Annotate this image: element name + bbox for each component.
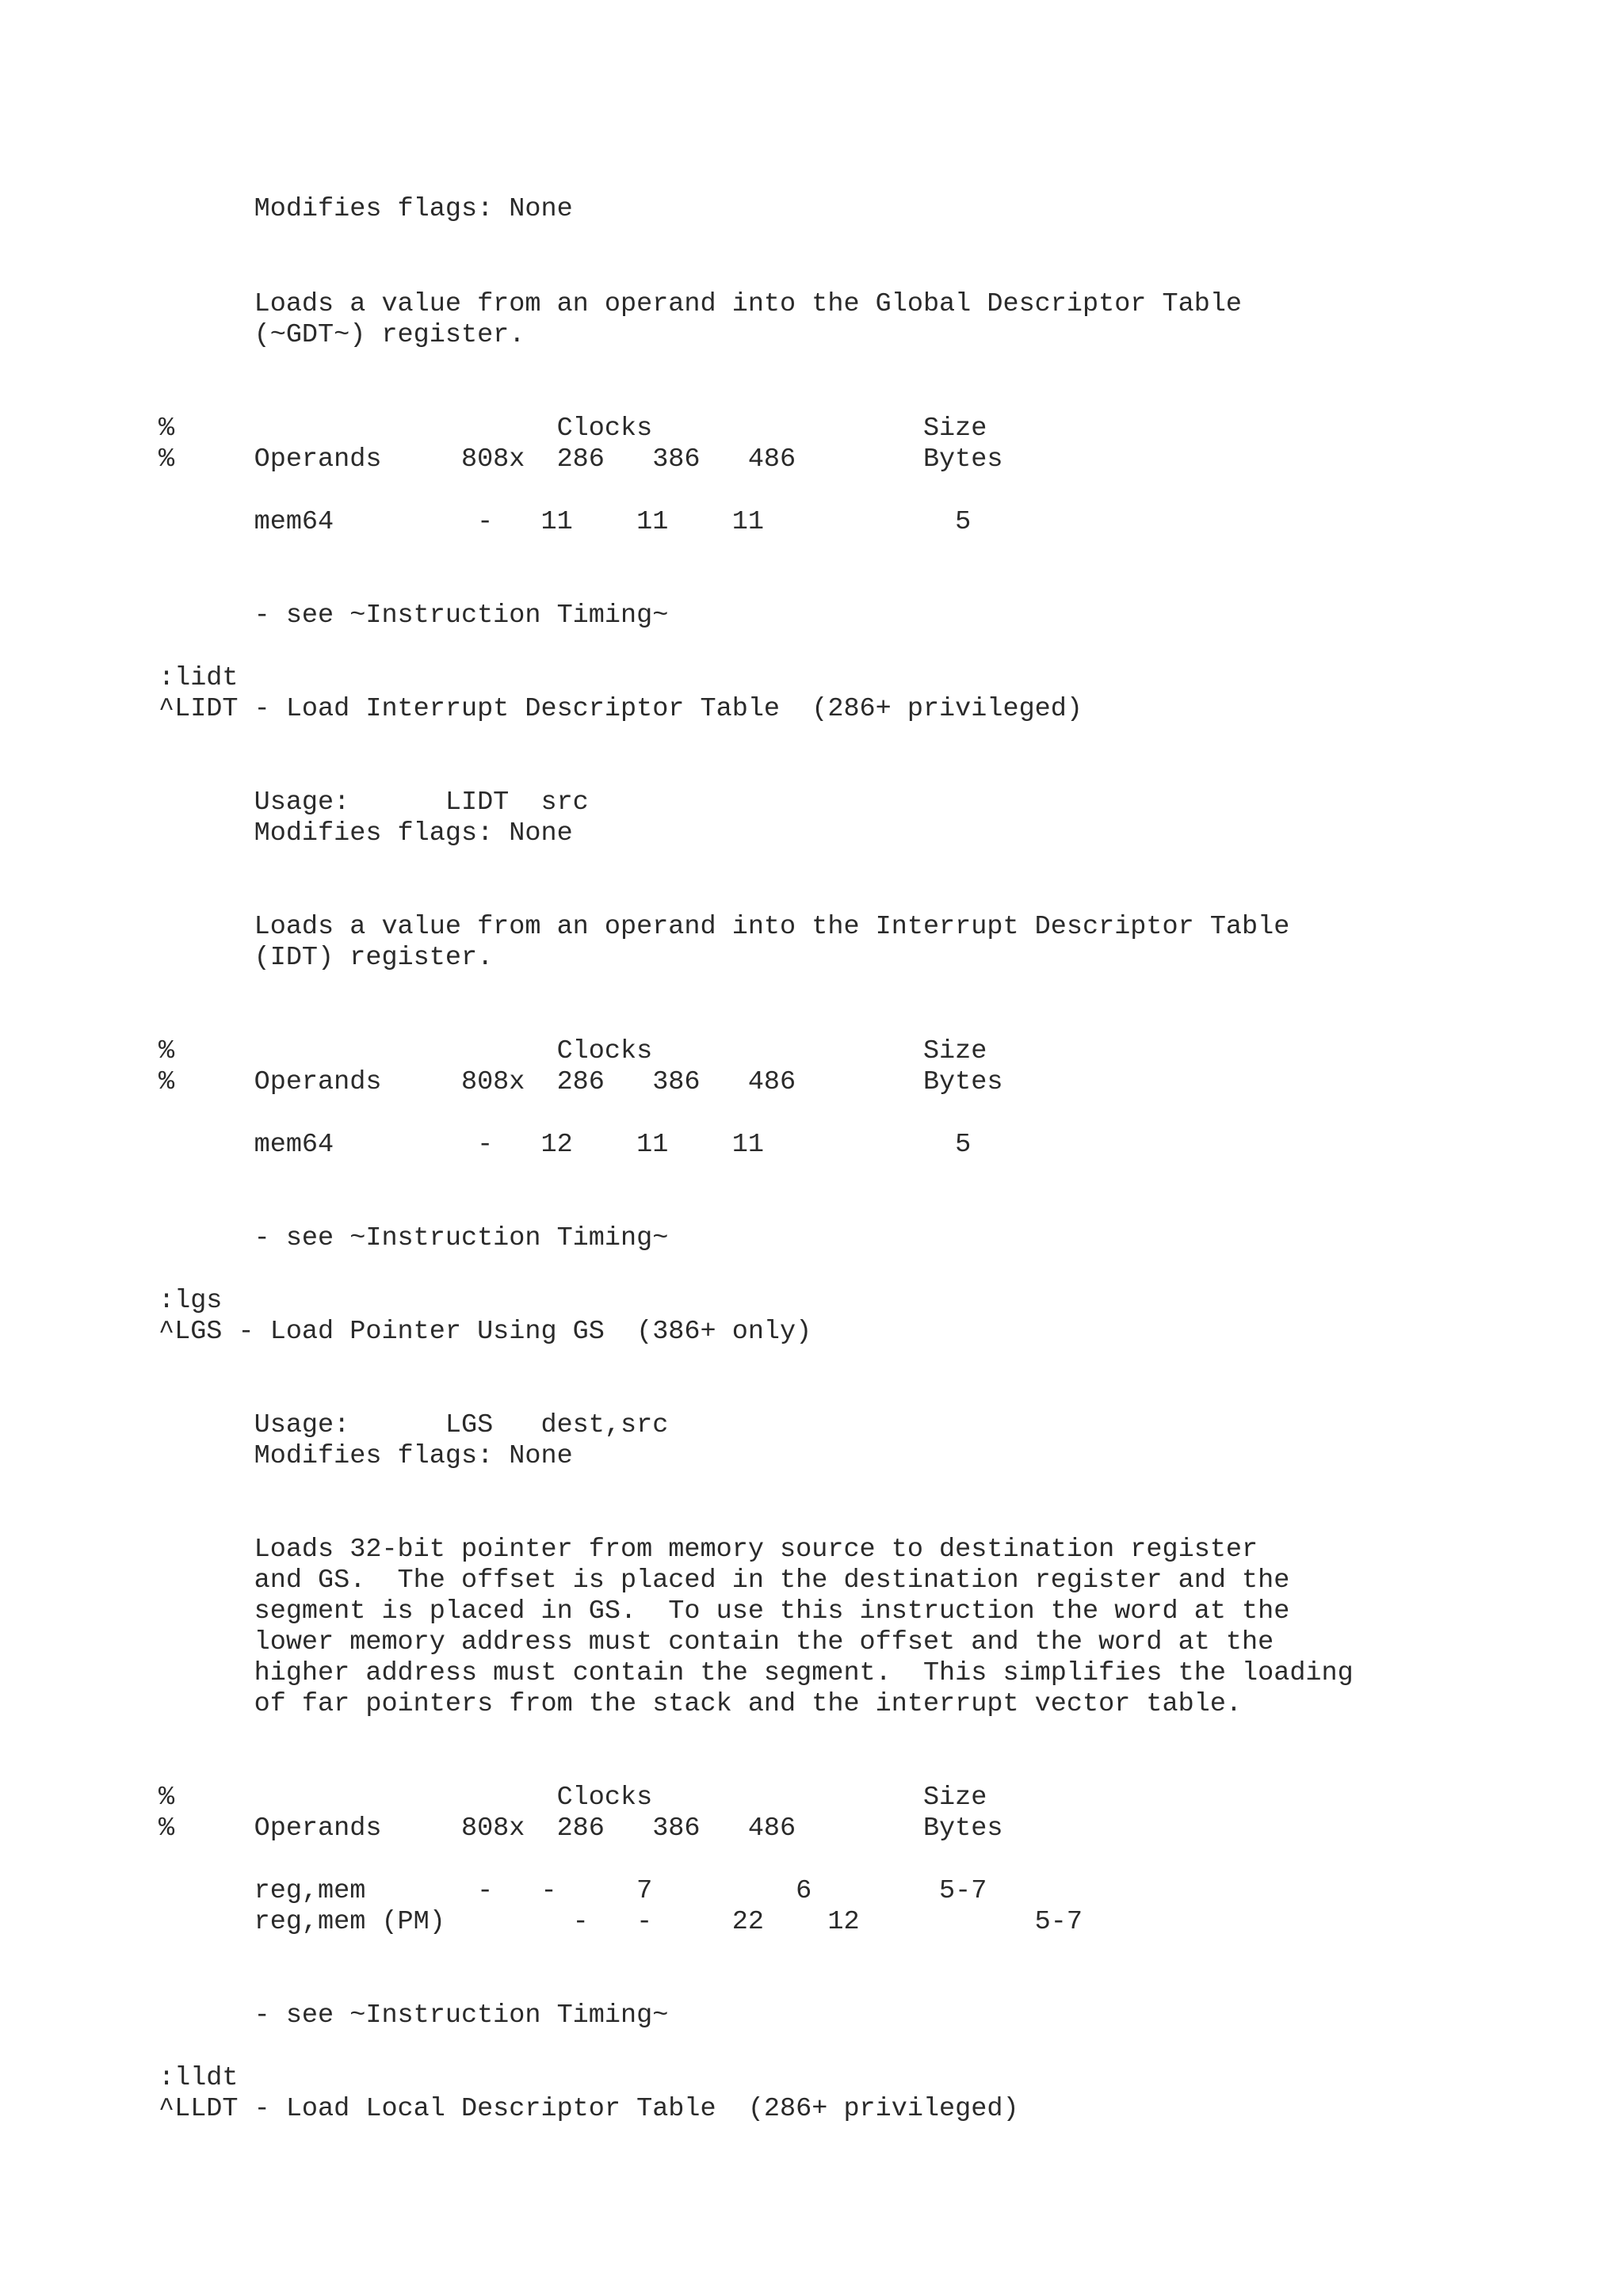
text-line: reg,mem - - 7 6 5-7 [158,1876,987,1906]
text-line: higher address must contain the segment. This simplifies the loading [158,1658,1354,1688]
text-line: Modifies flags: None [158,194,573,224]
text-line: :lgs [158,1286,223,1316]
text-line: % Operands 808x 286 386 486 Bytes [158,1067,1003,1097]
text-line: ^LIDT - Load Interrupt Descriptor Table (286+ privileged) [158,694,1083,724]
text-line: Usage: LIDT src [158,788,589,818]
text-line: segment is placed in GS. To use this instruction the word at the [158,1596,1290,1627]
text-line: Usage: LGS dest,src [158,1410,669,1440]
text-line: of far pointers from the stack and the interrupt vector table. [158,1689,1243,1719]
text-line: - see ~Instruction Timing~ [158,1223,669,1253]
text-line: and GS. The offset is placed in the destination register and the [158,1566,1290,1596]
text-line: ^LGS - Load Pointer Using GS (386+ only) [158,1317,812,1347]
text-line: % Operands 808x 286 386 486 Bytes [158,444,1003,475]
text-line: Loads 32-bit pointer from memory source to destination register [158,1535,1258,1565]
text-line: mem64 - 11 11 11 5 [158,507,972,537]
text-line: % Clocks Size [158,1036,987,1066]
text-line: Loads a value from an operand into the Interrupt Descriptor Table [158,912,1290,942]
text-line: :lidt [158,663,239,693]
text-line: % Clocks Size [158,414,987,444]
text-line: % Operands 808x 286 386 486 Bytes [158,1814,1003,1844]
text-line: (IDT) register. [158,943,494,973]
text-line: mem64 - 12 11 11 5 [158,1130,972,1160]
text-line: - see ~Instruction Timing~ [158,2000,669,2031]
text-line: reg,mem (PM) - - 22 12 5-7 [158,1907,1083,1937]
text-line: - see ~Instruction Timing~ [158,601,669,631]
text-line: :lldt [158,2063,239,2093]
text-line: % Clocks Size [158,1783,987,1813]
text-line: Modifies flags: None [158,1441,573,1471]
text-line: Loads a value from an operand into the Global Descriptor Table [158,289,1243,319]
text-line: (~GDT~) register. [158,320,525,350]
text-line: ^LLDT - Load Local Descriptor Table (286+ privileged) [158,2094,1019,2124]
text-line: Modifies flags: None [158,818,573,849]
text-line: lower memory address must contain the offset and the word at the [158,1627,1274,1657]
